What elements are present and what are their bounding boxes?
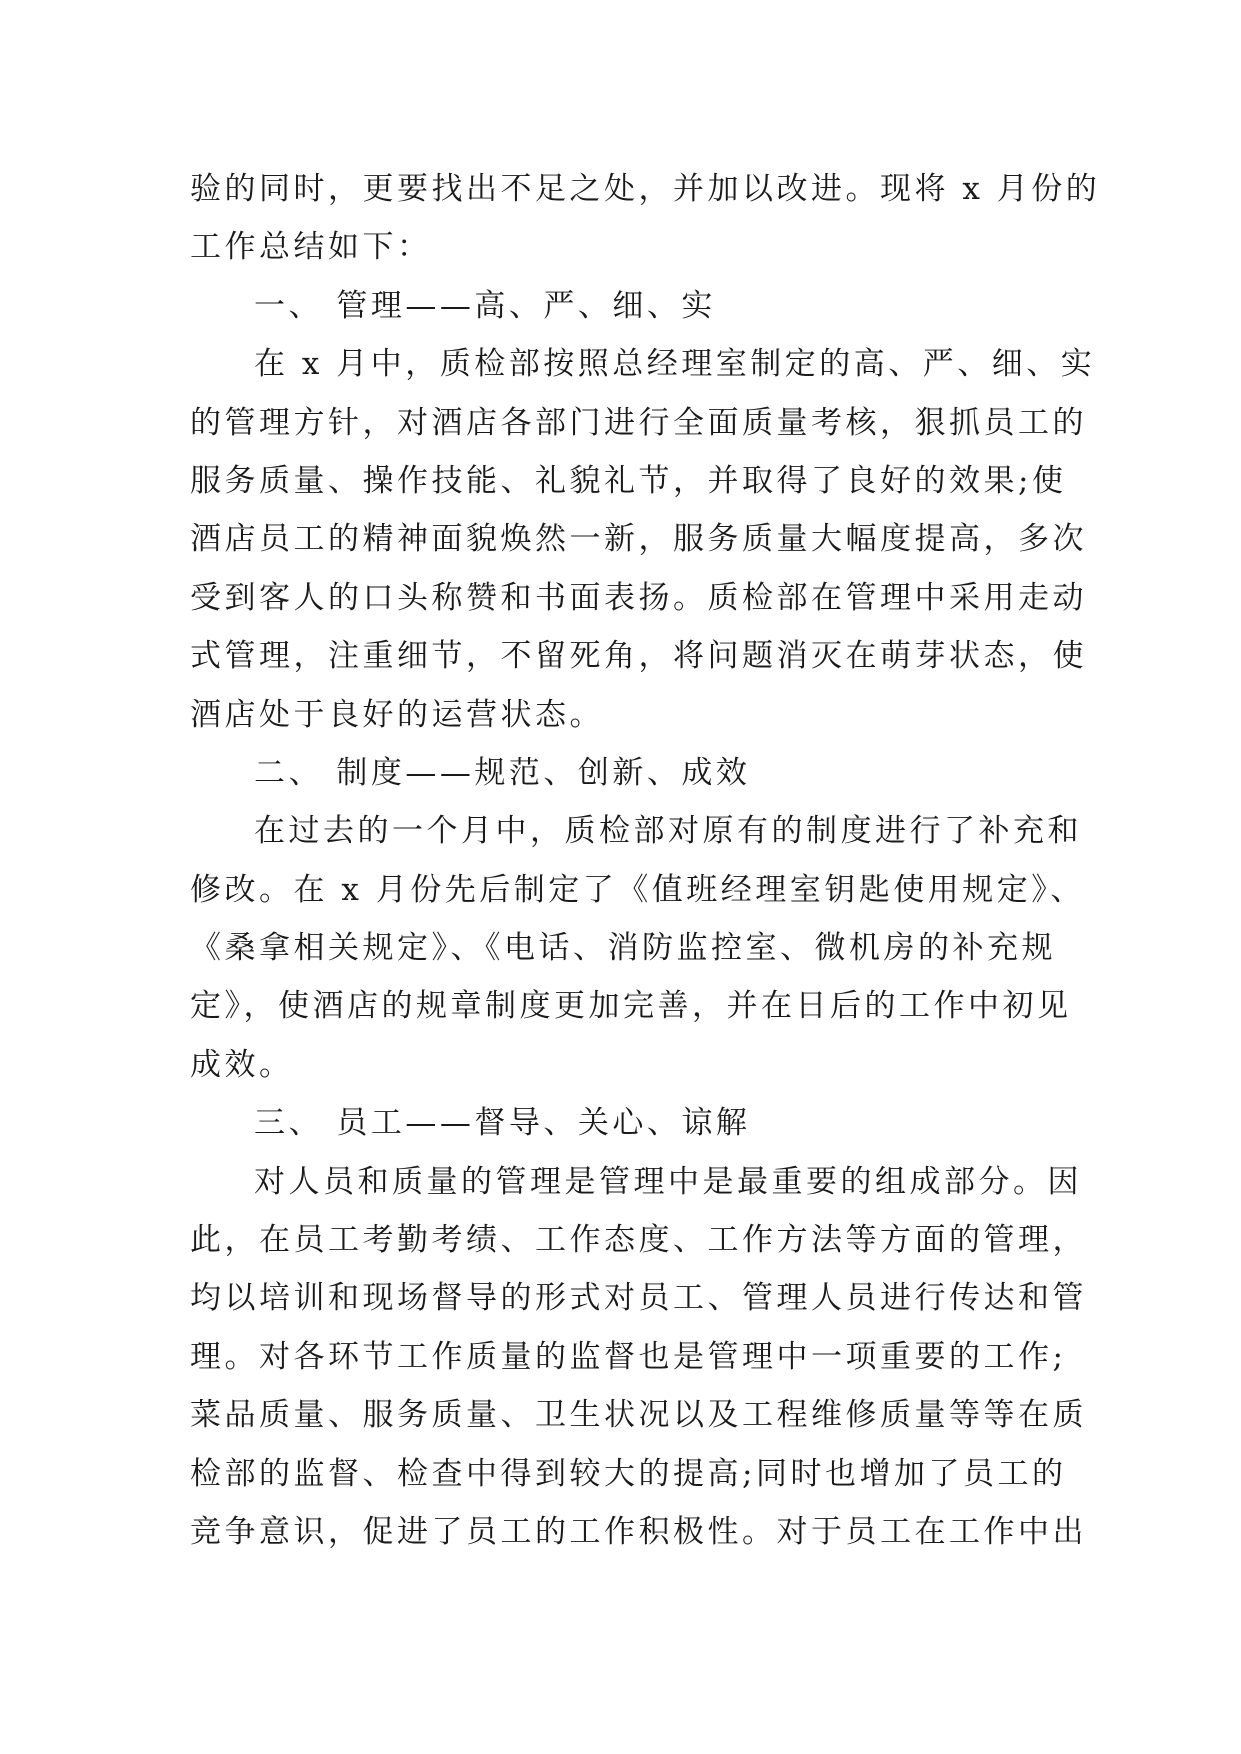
text-line: 验的同时，更要找出不足之处，并加以改进。现将 x 月份的 [190, 171, 1101, 207]
text-line: 酒店员工的精神面貌焕然一新，服务质量大幅度提高，多次 [190, 521, 1087, 558]
text-line: 竞争意识，促进了员工的工作积极性。对于员工在工作中出 [190, 1513, 1087, 1550]
text-line: 三、 员工——督导、关心、谅解 [254, 1105, 751, 1142]
document-body [190, 160, 1101, 1561]
text-line: 的管理方针，对酒店各部门进行全面质量考核，狠抓员工的 [190, 404, 1087, 441]
text-line: 理。对各环节工作质量的监督也是管理中一项重要的工作; [190, 1338, 1067, 1375]
text-line: 二、 制度——规范、创新、成效 [254, 754, 751, 791]
text-line: 一、 管理——高、严、细、实 [254, 287, 716, 324]
text-line: 修改。在 x 月份先后制定了《值班经理室钥匙使用规定》、 [190, 871, 1085, 908]
text-line: 在过去的一个月中，质检部对原有的制度进行了补充和 [254, 813, 1082, 850]
text-line: 《桑拿相关规定》、《电话、消防监控室、微机房的补充规 [190, 930, 1056, 967]
text-line: 对人员和质量的管理是管理中是最重要的组成部分。因 [254, 1163, 1082, 1200]
text-line: 在 x 月中，质检部按照总经理室制定的高、严、细、实 [254, 346, 1096, 383]
text-line: 均以培训和现场督导的形式对员工、管理人员进行传达和管 [190, 1280, 1087, 1317]
text-line: 检部的监督、检查中得到较大的提高;同时也增加了员工的 [190, 1455, 1067, 1492]
text-line: 成效。 [190, 1046, 294, 1083]
text-line: 式管理，注重细节，不留死角，将问题消灭在萌芽状态，使 [190, 638, 1087, 675]
text-line: 服务质量、操作技能、礼貌礼节，并取得了良好的效果;使 [190, 462, 1067, 499]
text-line: 此，在员工考勤考绩、工作态度、工作方法等方面的管理， [190, 1222, 1087, 1259]
text-line: 工作总结如下： [190, 229, 432, 266]
text-line: 受到客人的口头称赞和书面表扬。质检部在管理中采用走动 [190, 579, 1087, 616]
text-line: 酒店处于良好的运营状态。 [190, 696, 604, 733]
text-line: 定》，使酒店的规章制度更加完善，并在日后的工作中初见 [190, 988, 1072, 1025]
text-line: 菜品质量、服务质量、卫生状况以及工程维修质量等等在质 [190, 1397, 1087, 1434]
